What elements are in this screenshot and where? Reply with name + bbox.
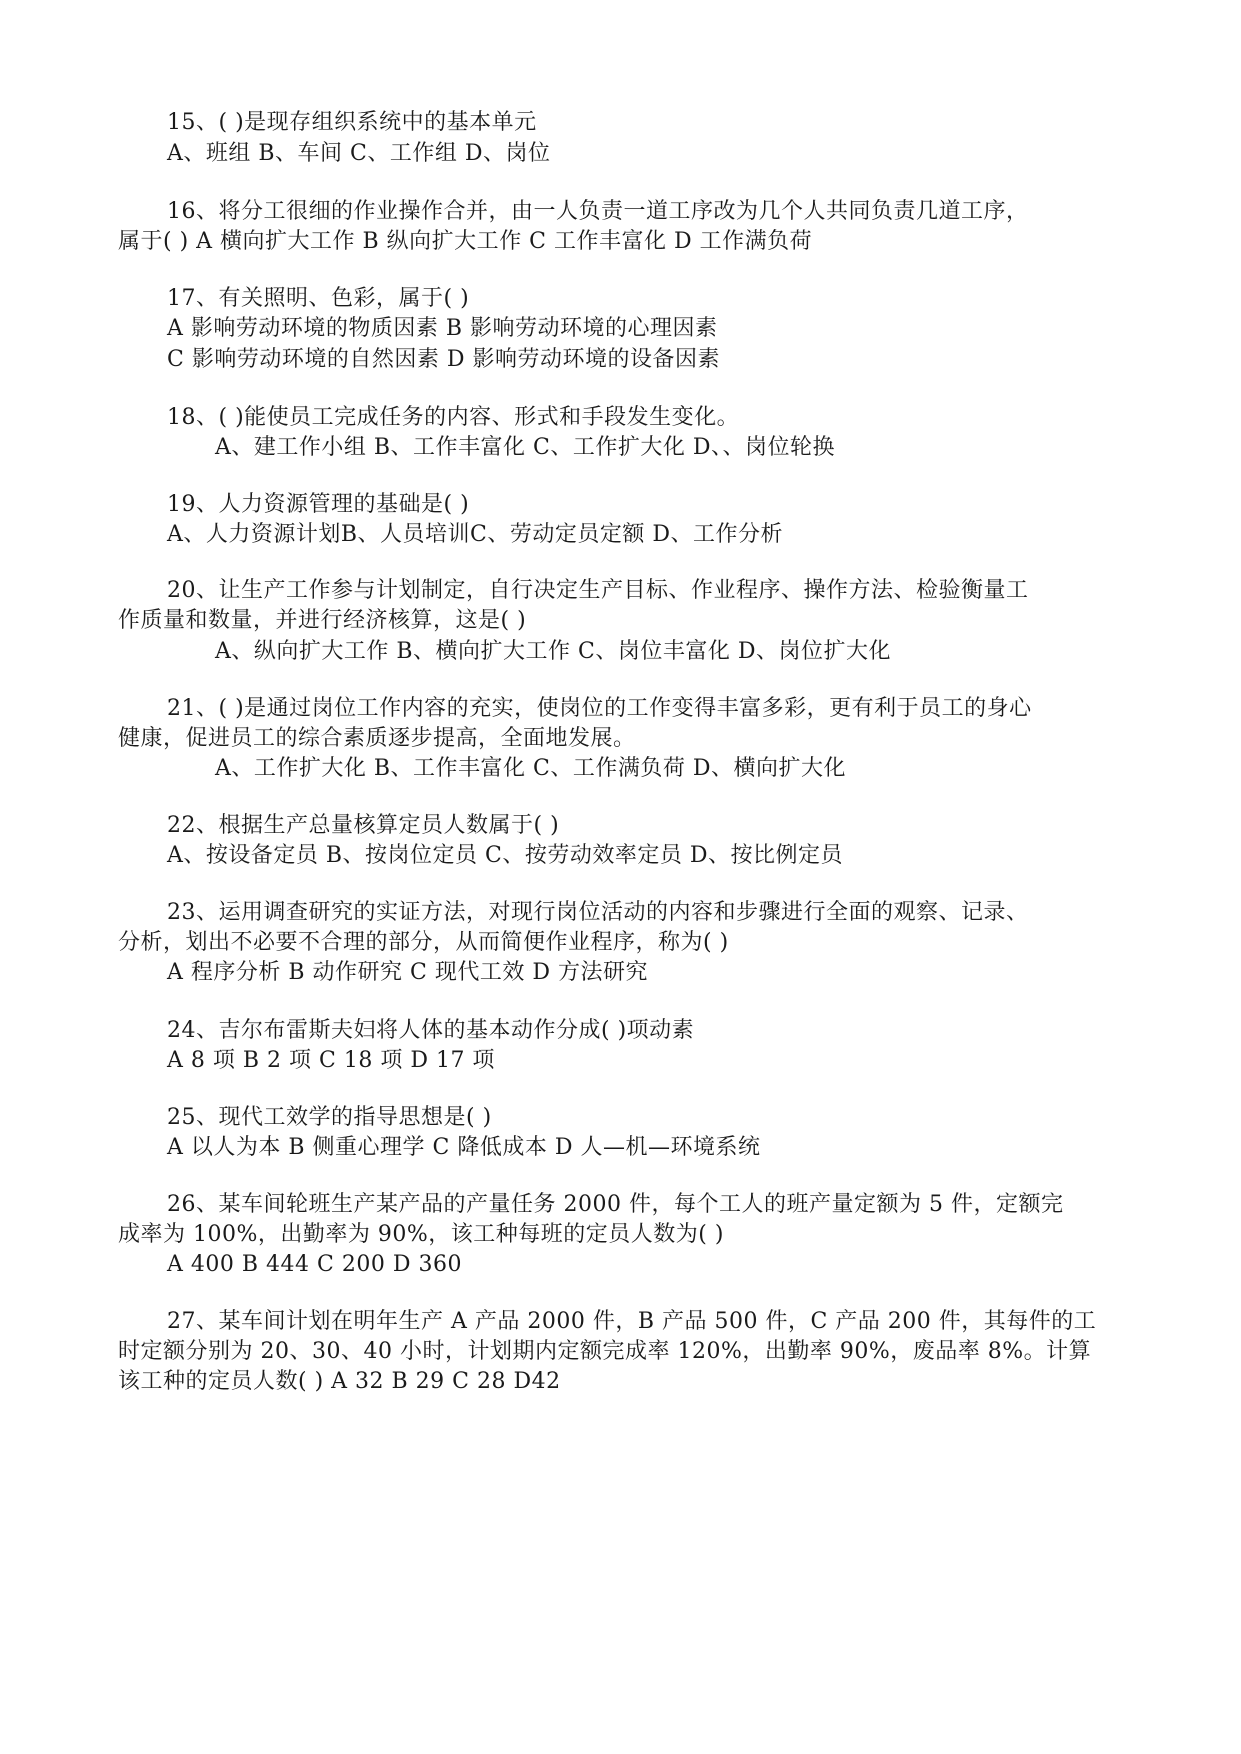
question-27-stem-cont-2: 该工种的定员人数( ) A 32 B 29 C 28 D42 xyxy=(118,1369,561,1394)
question-19-options: A、人力资源计划B、人员培训C、劳动定员定额 D、工作分析 xyxy=(167,522,784,547)
question-17-stem: 17、有关照明、色彩，属于( ) xyxy=(167,286,470,311)
question-27-stem-cont-1: 时定额分别为 20、30、40 小时，计划期内定额完成率 120%，出勤率 90%，废品率 8%。计算 xyxy=(118,1339,1092,1364)
question-20-stem-cont: 作质量和数量，并进行经济核算，这是( ) xyxy=(118,608,527,633)
question-26-stem-cont: 成率为 100%，出勤率为 90%，该工种每班的定员人数为( ) xyxy=(118,1222,724,1247)
question-24-stem: 24、吉尔布雷斯夫妇将人体的基本动作分成( )项动素 xyxy=(167,1018,695,1043)
question-23-stem: 23、运用调查研究的实证方法，对现行岗位活动的内容和步骤进行全面的观察、记录、 xyxy=(167,900,1029,925)
question-15-stem: 15、( )是现存组织系统中的基本单元 xyxy=(167,110,537,135)
question-23-options: A 程序分析 B 动作研究 C 现代工效 D 方法研究 xyxy=(167,960,648,985)
question-18-stem: 18、( )能使员工完成任务的内容、形式和手段发生变化。 xyxy=(167,405,740,430)
question-26-stem: 26、某车间轮班生产某产品的产量任务 2000 件，每个工人的班产量定额为 5 件，定额完 xyxy=(167,1192,1064,1217)
question-24-options: A 8 项 B 2 项 C 18 项 D 17 项 xyxy=(167,1048,495,1073)
question-19-stem: 19、人力资源管理的基础是( ) xyxy=(167,492,470,517)
question-17-options-2: C 影响劳动环境的自然因素 D 影响劳动环境的设备因素 xyxy=(167,347,720,372)
question-25-stem: 25、现代工效学的指导思想是( ) xyxy=(167,1105,492,1130)
question-22-options: A、按设备定员 B、按岗位定员 C、按劳动效率定员 D、按比例定员 xyxy=(167,843,844,868)
question-21-stem-cont: 健康，促进员工的综合素质逐步提高，全面地发展。 xyxy=(118,726,636,751)
question-22-stem: 22、根据生产总量核算定员人数属于( ) xyxy=(167,813,560,838)
question-17-options-1: A 影响劳动环境的物质因素 B 影响劳动环境的心理因素 xyxy=(167,316,718,341)
question-15-options: A、班组 B、车间 C、工作组 D、岗位 xyxy=(167,141,551,166)
question-23-stem-cont: 分析，划出不必要不合理的部分，从而简便作业程序，称为( ) xyxy=(118,930,729,955)
question-20-stem: 20、让生产工作参与计划制定，自行决定生产目标、作业程序、操作方法、检验衡量工 xyxy=(167,578,1029,603)
question-16-stem: 16、将分工很细的作业操作合并，由一人负责一道工序改为几个人共同负责几道工序， xyxy=(167,199,1029,224)
question-26-options: A 400 B 444 C 200 D 360 xyxy=(167,1252,462,1277)
question-20-options: A、纵向扩大工作 B、横向扩大工作 C、岗位丰富化 D、岗位扩大化 xyxy=(215,639,892,664)
question-18-options: A、建工作小组 B、工作丰富化 C、工作扩大化 D、、岗位轮换 xyxy=(215,435,836,460)
question-25-options: A 以人为本 B 侧重心理学 C 降低成本 D 人—机—环境系统 xyxy=(167,1135,761,1160)
question-21-stem: 21、( )是通过岗位工作内容的充实，使岗位的工作变得丰富多彩，更有利于员工的身心 xyxy=(167,696,1032,721)
question-16-stem-cont: 属于( ) A 横向扩大工作 B 纵向扩大工作 C 工作丰富化 D 工作满负荷 xyxy=(118,229,813,254)
question-27-stem: 27、某车间计划在明年生产 A 产品 2000 件，B 产品 500 件，C 产品 200 件，其每件的工 xyxy=(167,1309,1097,1334)
question-21-options: A、工作扩大化 B、工作丰富化 C、工作满负荷 D、横向扩大化 xyxy=(215,756,847,781)
